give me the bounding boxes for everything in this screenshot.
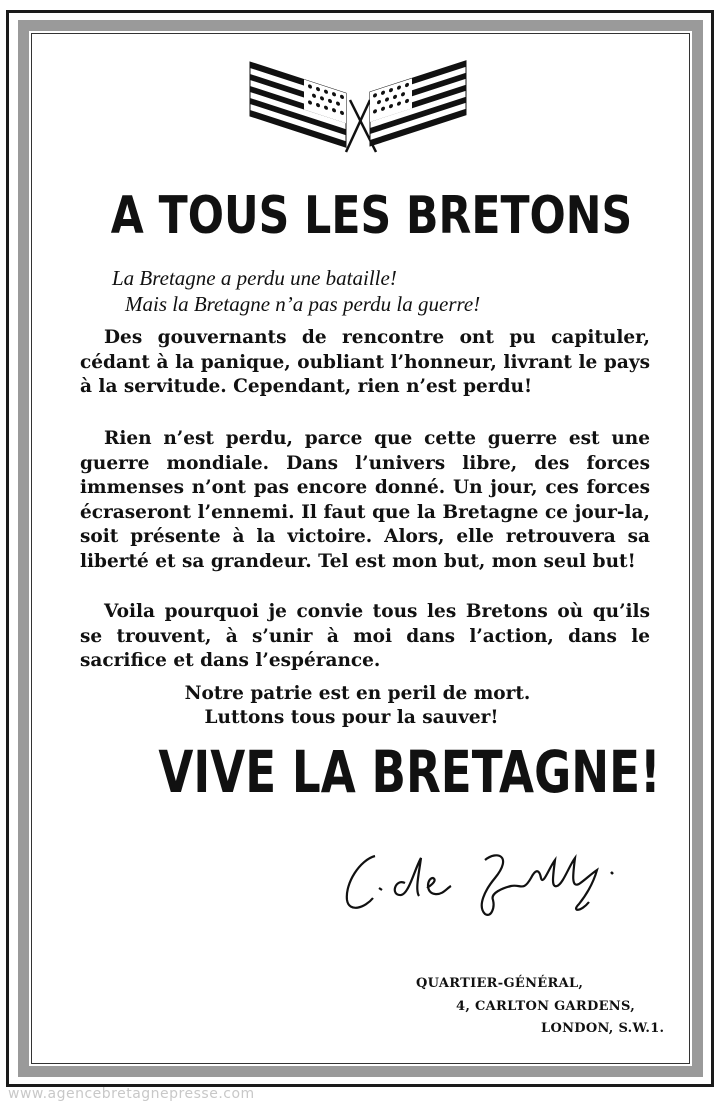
- handwritten-signature: [335, 838, 635, 923]
- subtitle-line-2: Mais la Bretagne n’a pas perdu la guerre!: [125, 292, 481, 316]
- paragraph-2: Rien n’est perdu, parce que cette guerre est une guerre mondiale. Dans l’univers libre, des forces immenses n’ont pas encore donné. Un jour, ces forces écraseront l’ennemi. Il faut que la Bretagne ce jour-la, soit présente à la victoire. Alors, elle retrouvera sa liberté et sa grandeur. Tel est mon but, mon seul but!: [80, 428, 650, 572]
- closing-line-2: Luttons tous pour la sauver!: [204, 707, 499, 728]
- subtitle-line-1: La Bretagne a perdu une bataille!: [112, 266, 397, 290]
- crossed-breton-flags-icon: [246, 52, 474, 162]
- hq-line-3: LONDON, S.W.1.: [541, 1021, 665, 1036]
- slogan-heading: VIVE LA BRETAGNE!: [158, 738, 661, 806]
- hq-line-2: 4, CARLTON GARDENS,: [456, 999, 636, 1014]
- paragraph-1: Des gouvernants de rencontre ont pu capituler, cédant à la panique, oubliant l’honneur, livrant le pays à la servitude. Cependant, rien n’est perdu!: [80, 327, 650, 398]
- hq-line-1: QUARTIER-GÉNÉRAL,: [416, 976, 584, 991]
- watermark-text: www.agencebretagnepresse.com: [8, 1086, 255, 1102]
- poster-title: A TOUS LES BRETONS: [110, 186, 633, 246]
- closing-line-1: Notre patrie est en peril de mort.: [184, 683, 531, 704]
- paragraph-3: Voila pourquoi je convie tous les Bretons où qu’ils se trouvent, à s’unir à moi dans l’action, dans le sacrifice et dans l’espérance.: [80, 601, 650, 672]
